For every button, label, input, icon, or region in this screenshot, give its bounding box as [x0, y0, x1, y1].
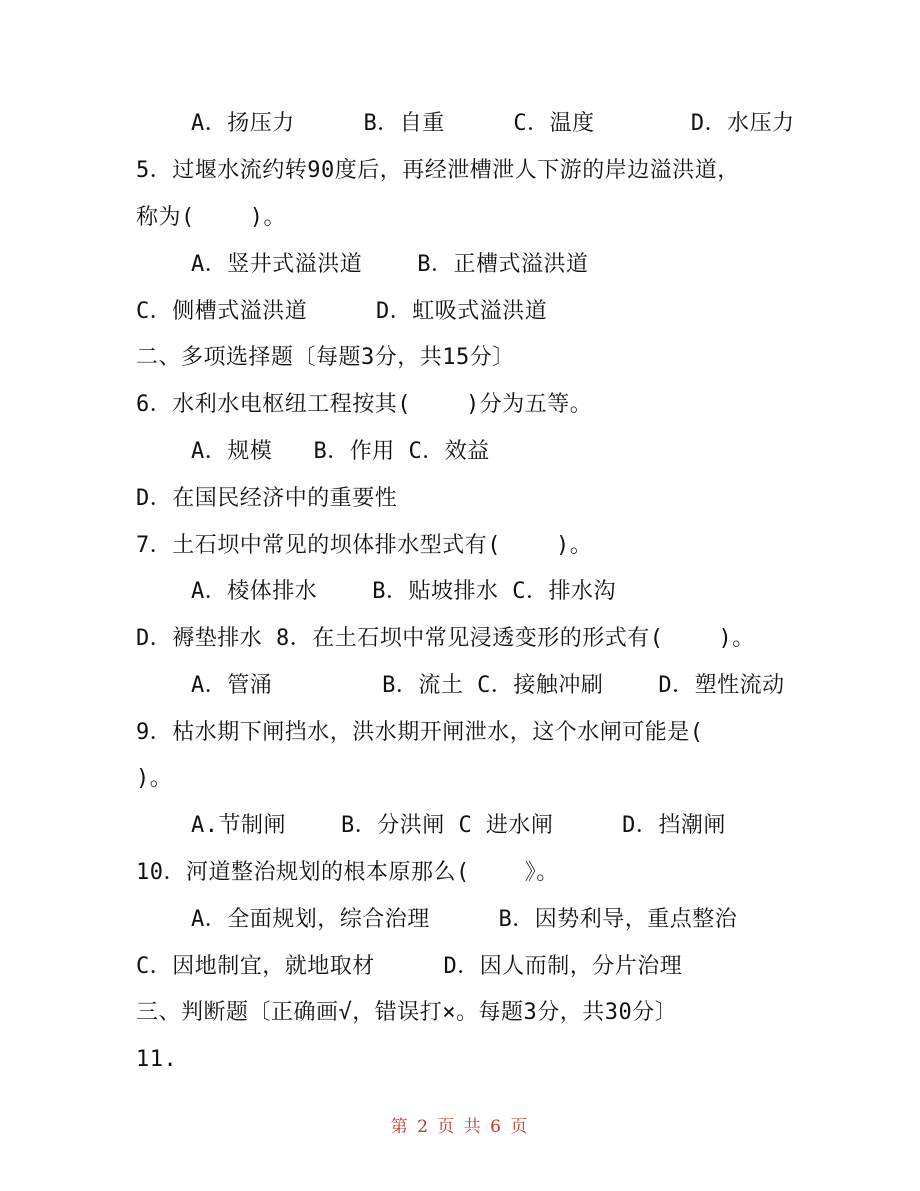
text-line-options-q10-a: A．全面规划，综合治理 B．因势利导，重点整治	[136, 907, 738, 932]
text-line-options-q7-a: A．棱体排水 B．贴坡排水 C．排水沟	[136, 579, 616, 604]
text-line-question-11: 11.	[136, 1047, 178, 1072]
text-line-options-q8: A．管涌 B．流土 C．接触冲刷 D．塑性流动	[136, 673, 785, 698]
text-line-question-10: 10．河道整治规划的根本原那么( 》。	[136, 860, 559, 885]
text-line-options-q10-c: C．因地制宜，就地取材 D．因人而制，分片治理	[136, 954, 683, 979]
text-line-question-7: 7．土石坝中常见的坝体排水型式有( )。	[136, 533, 593, 558]
text-line-question-6: 6．水利水电枢纽工程按其( )分为五等。	[136, 392, 593, 417]
page-number-footer: 第 2 页 共 6 页	[390, 1117, 530, 1137]
section-heading-true-false: 三、判断题〔正确画√，错误打×。每题3分，共30分〕	[136, 1000, 678, 1025]
text-line-options-q5-c: C．侧槽式溢洪道 D．虹吸式溢洪道	[136, 299, 548, 324]
section-heading-multiple-choice: 二、多项选择题〔每题3分，共15分〕	[136, 345, 515, 370]
text-line-question-9: 9．枯水期下闸挡水，洪水期开闸泄水，这个水闸可能是(	[136, 720, 704, 745]
text-line-options-q9: A.节制闸 B．分洪闸 C 进水闸 D．挡潮闸	[136, 813, 726, 838]
text-line-options-q4: A．扬压力 B．自重 C．温度 D．水压力	[136, 111, 795, 136]
text-line-options-q6-a: A．规模 B．作用 C．效益	[136, 439, 490, 464]
text-line-options-q6-d: D．在国民经济中的重要性	[136, 486, 398, 511]
text-line-question-5: 5．过堰水流约转90度后，再经泄槽泄人下游的岸边溢洪道，	[136, 158, 740, 183]
text-line-options-q5-a: A．竖井式溢洪道 B．正槽式溢洪道	[136, 252, 589, 277]
text-line-question-8: D．褥垫排水 8．在土石坝中常见浸透变形的形式有( )。	[136, 626, 755, 651]
text-line-question-9-cont: )。	[136, 766, 173, 791]
text-line-question-5-cont: 称为( )。	[136, 205, 286, 230]
